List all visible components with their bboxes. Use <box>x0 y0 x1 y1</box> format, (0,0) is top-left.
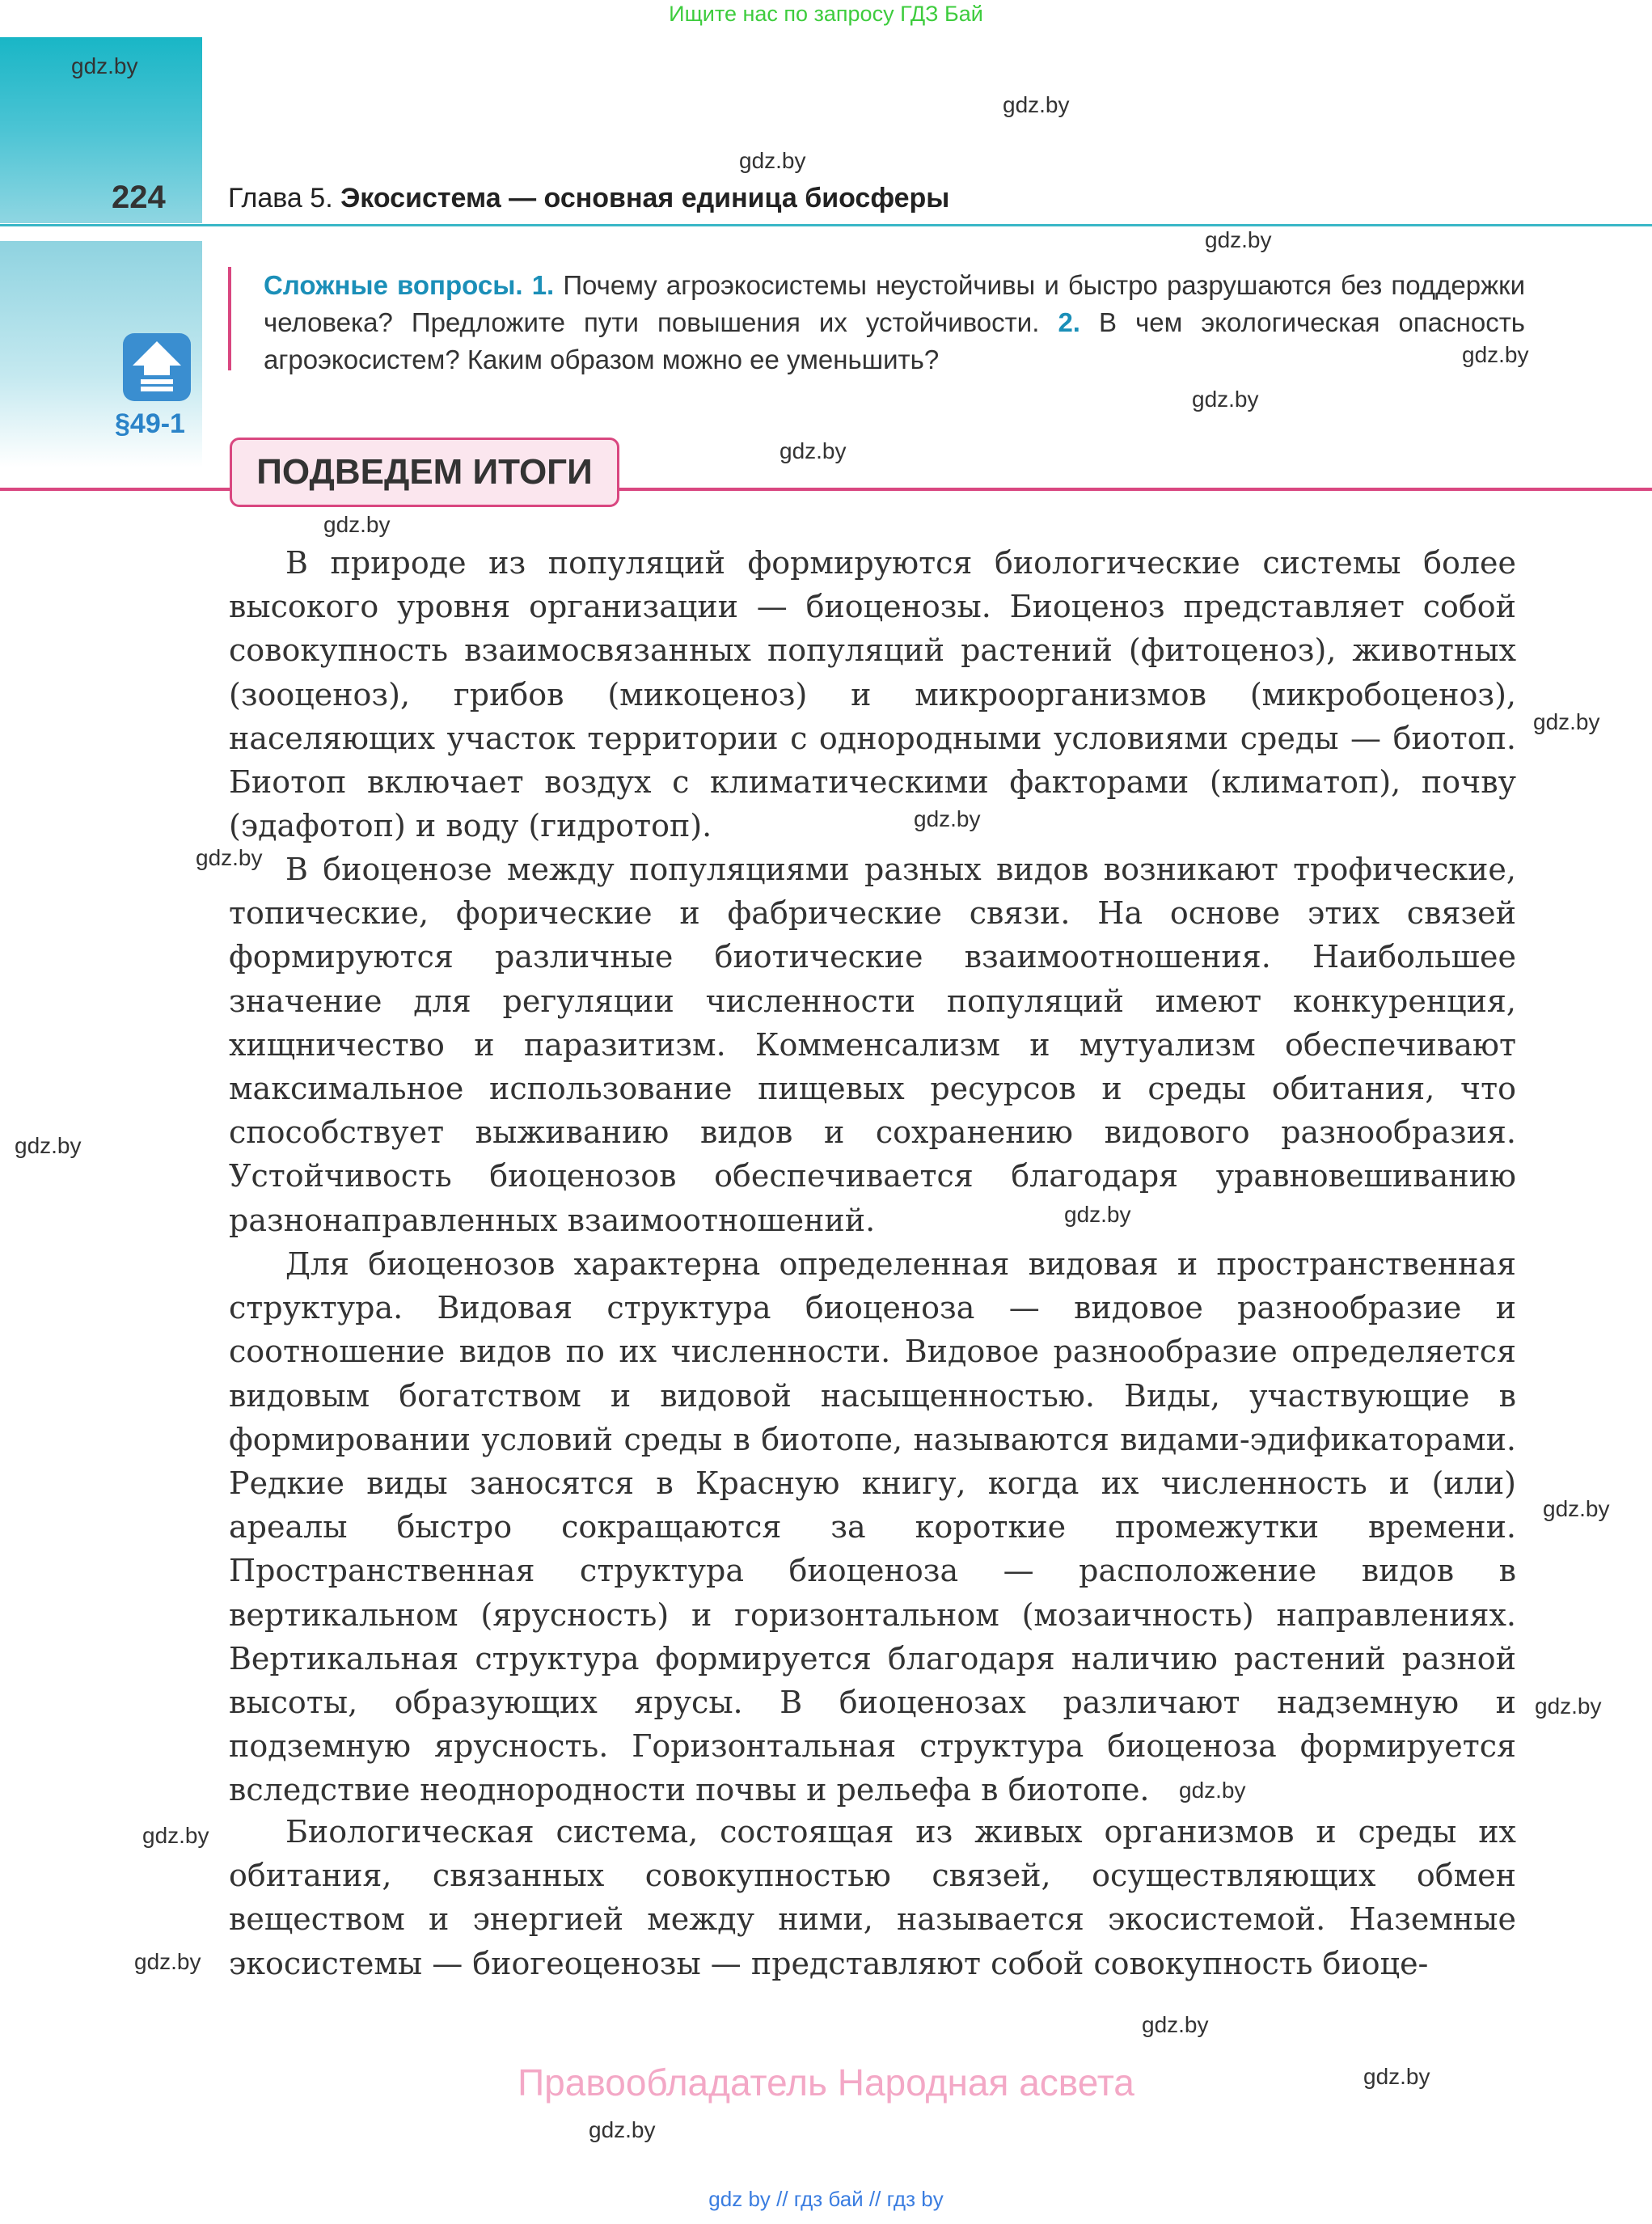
questions-block <box>264 267 1525 378</box>
watermark: gdz.by <box>134 1949 201 1974</box>
top-banner: Ищите нас по запросу ГДЗ Бай <box>669 2 983 26</box>
copyright-notice: Правообладатель Народная асвета <box>518 2061 1134 2103</box>
watermark: gdz.by <box>1205 227 1272 252</box>
summary-title: ПОДВЕДЕМ ИТОГИ <box>256 452 593 492</box>
watermark: gdz.by <box>780 438 847 463</box>
watermark: gdz.by <box>1003 92 1070 117</box>
paragraph-1: В природе из популяций формируются биологические системы более высокого уровня организации — биоценозы. Биоценоз представляет собой совокупность взаимосвязанных популяций растений (фитоценоз), животных (зооценоз), грибов (микоценоз) и микроорганизмов (микробоценоз), населяющих участок территории с однородными условиями среды — биотоп. Биотоп включает воздух с климатическими факторами (климатоп), почву (эдафотоп) и воду (гидротоп). <box>229 545 1516 844</box>
watermark: gdz.by <box>914 806 981 831</box>
paragraph-2: В биоценозе между популяциями разных видов возникают трофические, топические, форические и фабрические связи. На основе этих связей формируются различные биотические взаимоотношения. Наибольшее значение для регуляции численности популяций имеют конкуренция, хищничество и паразитизм. Комменсализм и мутуализм обеспечивают максимальное использование пищевых ресурсов и среды обитания, что способствует выживанию видов и сохранению видового разнообразия. Устойчивость биоценозов обеспечивается благодаря уравновешиванию разнонаправленных взаимоотношений. <box>229 852 1516 1238</box>
watermark: gdz.by <box>1179 1778 1246 1803</box>
watermark: gdz.by <box>1533 709 1600 734</box>
watermark: gdz.by <box>589 2117 656 2142</box>
header-divider <box>0 224 1652 226</box>
question-2-number: 2. <box>1058 307 1080 337</box>
question-2-text: В чем экологическая опасность агроэкосистем? Каким образом можно ее уменьшить? <box>264 307 1525 374</box>
watermark: gdz.by <box>196 845 263 870</box>
watermark: gdz.by <box>1535 1693 1602 1719</box>
watermark: gdz.by <box>142 1823 209 1848</box>
watermark: gdz.by <box>739 148 806 173</box>
watermark: gdz.by <box>15 1133 82 1158</box>
watermark: gdz.by <box>71 53 138 78</box>
question-1-text: Почему агроэкосистемы неустойчивы и быстро разрушаются без поддержки человека? Предложите пути повышения их устойчивости. <box>264 270 1526 337</box>
paragraph-3: Для биоценозов характерна определенная видовая и пространственная структура. Видовая структура биоценоза — видовое разнообразие и соотношение видов по их численности. Видовое разнообразие определяется видовым богатством и видовой насыщенностью. Виды, участвующие в формировании условий среды в биотопе, называются видами-эдификаторами. Редкие виды заносятся в Красную книгу, когда их численность и (или) ареалы быстро сокращаются за короткие промежутки времени. Пространственная структура биоценоза — расположение видов в вертикальном (ярусность) и горизонтальном (мозаичность) направлениях. Вертикальная структура формируется благодаря наличию растений разной высоты, образующих ярусы. В биоценозах различают надземную и подземную ярусность. Горизонтальная структура биоценоза формируется вследствие неоднородности почвы и рельефа в биотопе. <box>229 1246 1516 1808</box>
question-1-number: 1. <box>531 270 555 300</box>
section-reference-link[interactable]: §49-1 <box>115 408 185 439</box>
watermark: gdz.by <box>1462 342 1529 367</box>
chapter-title: Экосистема — основная единица биосферы <box>340 183 950 214</box>
chapter-prefix: Глава 5. <box>228 183 333 214</box>
footer-links[interactable]: gdz by // гдз бай // гдз by <box>708 2187 944 2211</box>
chapter-heading <box>228 183 949 214</box>
watermark: gdz.by <box>1363 2064 1430 2089</box>
home-icon[interactable] <box>123 333 191 401</box>
watermark: gdz.by <box>1064 1202 1131 1227</box>
watermark: gdz.by <box>1192 387 1259 412</box>
paragraph-4: Биологическая система, состоящая из живых организмов и среды их обитания, связанных совокупностью связей, осуществляющих обмен веществом и энергией между ними, называется экосистемой. Наземные экосистемы — биогеоценозы — представляют собой совокупность биоце- <box>229 1814 1516 1981</box>
questions-heading: Сложные вопросы. <box>264 270 523 300</box>
watermark: gdz.by <box>323 512 391 537</box>
watermark: gdz.by <box>1543 1496 1610 1521</box>
page-number: 224 <box>112 180 166 215</box>
watermark: gdz.by <box>1142 2012 1209 2037</box>
questions-accent-bar <box>228 267 231 370</box>
